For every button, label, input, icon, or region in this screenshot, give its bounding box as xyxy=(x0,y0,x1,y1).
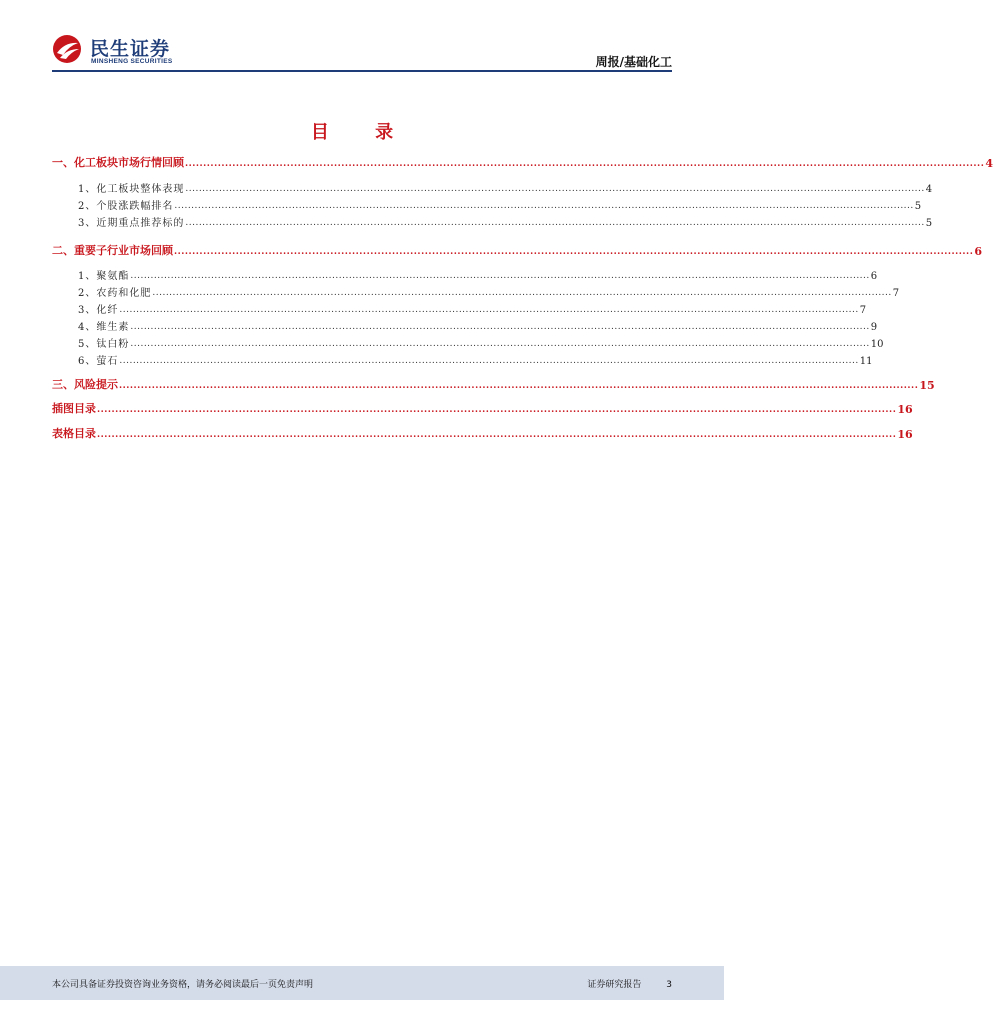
toc-entry-label: 表格目录 xyxy=(52,427,96,440)
toc-entry-label: 2、农药和化肥 xyxy=(78,288,152,299)
footer-doc-type: 证券研究报告 xyxy=(587,980,642,990)
toc-entry-page: 15 xyxy=(919,379,935,392)
toc-entry-label: 6、萤石 xyxy=(78,356,119,367)
toc-entry-label: 3、近期重点推荐标的 xyxy=(78,218,185,229)
toc-entry-page: 5 xyxy=(914,201,922,212)
minsheng-logo-icon xyxy=(52,34,82,64)
toc-entry[interactable] xyxy=(78,317,878,333)
page-header xyxy=(0,0,724,74)
toc-leader-dots: ............................................................................................................................................................................................................................ xyxy=(130,271,870,281)
toc-leader-dots: ............................................................................................................................................................................................................................ xyxy=(119,305,859,315)
brand-name-cn: 民生证券 xyxy=(90,38,171,60)
toc-entry-page: 6 xyxy=(870,271,878,282)
toc-leader-dots: ............................................................................................................................................................................................................................ xyxy=(119,356,859,366)
toc-leader-dots: ............................................................................................................................................................................................................................ xyxy=(174,247,974,257)
toc-entry-label: 插图目录 xyxy=(52,402,96,415)
toc-leader-dots: ............................................................................................................................................................................................................................ xyxy=(174,201,914,211)
toc-leader-dots: ............................................................................................................................................................................................................................ xyxy=(185,218,925,228)
toc-entry[interactable] xyxy=(78,283,900,299)
toc-entry-page: 9 xyxy=(870,322,878,333)
toc-entry-label: 1、化工板块整体表现 xyxy=(78,184,185,195)
toc-entry-label: 三、风险提示 xyxy=(52,378,118,391)
toc-entry[interactable] xyxy=(52,154,993,170)
toc-title: 目 录 xyxy=(310,122,414,143)
toc-entry-label: 3、化纤 xyxy=(78,305,119,316)
toc-entry[interactable] xyxy=(78,351,873,367)
footer-right xyxy=(565,977,672,990)
toc-entry-page: 11 xyxy=(859,356,873,367)
toc-entry[interactable] xyxy=(78,196,922,212)
toc-entry-page: 16 xyxy=(897,428,913,441)
toc-entry-label: 一、化工板块市场行情回顾 xyxy=(52,156,184,169)
toc-entry-page: 4 xyxy=(925,184,933,195)
toc-entry[interactable] xyxy=(52,376,935,392)
toc-entry-page: 7 xyxy=(892,288,900,299)
toc-entry-label: 5、钛白粉 xyxy=(78,339,130,350)
toc-entry[interactable] xyxy=(78,179,933,195)
toc-entry-label: 1、聚氨酯 xyxy=(78,271,130,282)
toc-leader-dots: ............................................................................................................................................................................................................................ xyxy=(130,322,870,332)
toc-leader-dots: ............................................................................................................................................................................................................................ xyxy=(152,288,892,298)
page-number: 3 xyxy=(666,980,672,990)
toc-leader-dots: ............................................................................................................................................................................................................................ xyxy=(97,405,897,415)
header-divider xyxy=(52,70,672,72)
toc-entry-page: 16 xyxy=(897,403,913,416)
toc-leader-dots: ............................................................................................................................................................................................................................ xyxy=(185,159,985,169)
toc-entry-label: 二、重要子行业市场回顾 xyxy=(52,244,173,257)
toc-entry-page: 5 xyxy=(925,218,933,229)
toc-entry[interactable] xyxy=(52,400,913,416)
toc-entry-page: 4 xyxy=(985,157,993,170)
toc-entry-page: 6 xyxy=(974,245,982,258)
toc-entry[interactable] xyxy=(78,334,884,350)
toc-entry-page: 10 xyxy=(870,339,884,350)
toc-entry-page: 7 xyxy=(859,305,867,316)
report-type: 周报/基础化工 xyxy=(595,55,672,69)
toc-entry[interactable] xyxy=(78,266,878,282)
toc-entry[interactable] xyxy=(78,300,867,316)
toc-entry[interactable] xyxy=(52,425,913,441)
footer-disclaimer: 本公司具备证券投资咨询业务资格，请务必阅读最后一页免责声明 xyxy=(52,980,314,990)
toc-leader-dots: ............................................................................................................................................................................................................................ xyxy=(130,339,870,349)
toc-entry-label: 4、维生素 xyxy=(78,322,130,333)
toc-entry-label: 2、个股涨跌幅排名 xyxy=(78,201,174,212)
toc-entry[interactable] xyxy=(78,213,933,229)
toc-leader-dots: ............................................................................................................................................................................................................................ xyxy=(185,184,925,194)
toc-leader-dots: ............................................................................................................................................................................................................................ xyxy=(119,381,919,391)
toc-leader-dots: ............................................................................................................................................................................................................................ xyxy=(97,430,897,440)
brand-name-en: MINSHENG SECURITIES xyxy=(91,58,173,65)
toc-entry[interactable] xyxy=(52,242,982,258)
